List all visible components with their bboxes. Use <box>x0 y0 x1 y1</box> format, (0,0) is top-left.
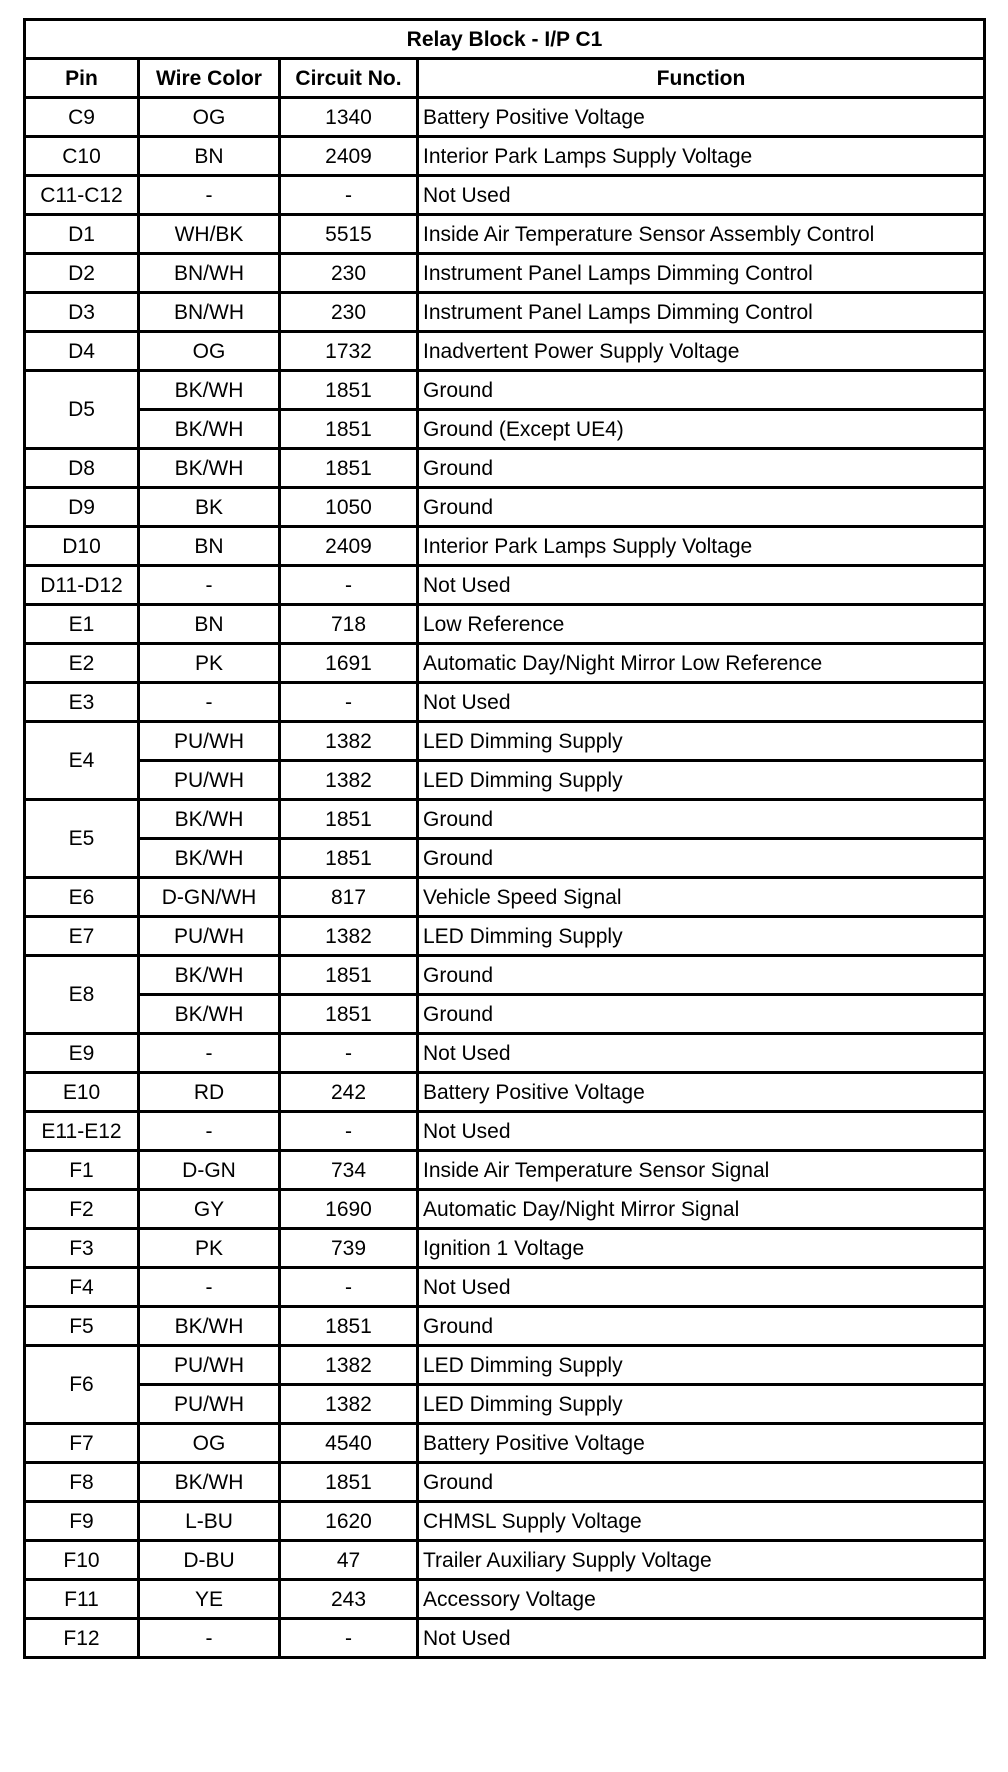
pin-cell: F3 <box>26 1230 140 1269</box>
table-row <box>26 255 986 294</box>
function-cell: Ground <box>419 1464 986 1503</box>
header-pin: Pin <box>26 60 140 99</box>
pin-cell: F10 <box>26 1542 140 1581</box>
pin-cell: D11-D12 <box>26 567 140 606</box>
table-row <box>26 489 986 528</box>
circuit-cell: 1851 <box>281 957 419 996</box>
pin-cell: D8 <box>26 450 140 489</box>
function-cell: LED Dimming Supply <box>419 1386 986 1425</box>
pin-cell: F12 <box>26 1620 140 1659</box>
pin-cell: E2 <box>26 645 140 684</box>
function-cell: Instrument Panel Lamps Dimming Control <box>419 255 986 294</box>
pin-cell: E11-E12 <box>26 1113 140 1152</box>
function-cell: Not Used <box>419 1113 986 1152</box>
wire-color-cell: OG <box>140 99 281 138</box>
function-cell: LED Dimming Supply <box>419 723 986 762</box>
circuit-cell: 1851 <box>281 1308 419 1347</box>
circuit-cell: 1690 <box>281 1191 419 1230</box>
circuit-cell: - <box>281 567 419 606</box>
header-function: Function <box>419 60 986 99</box>
circuit-cell: 4540 <box>281 1425 419 1464</box>
function-cell: Ground <box>419 450 986 489</box>
wire-color-cell: OG <box>140 333 281 372</box>
circuit-cell: 1382 <box>281 1347 419 1386</box>
wire-color-cell: BN <box>140 528 281 567</box>
table-title-row <box>26 21 986 60</box>
function-cell: Battery Positive Voltage <box>419 99 986 138</box>
connector-pinout-table <box>23 18 986 1659</box>
function-cell: Trailer Auxiliary Supply Voltage <box>419 1542 986 1581</box>
circuit-cell: 1851 <box>281 996 419 1035</box>
function-cell: Inside Air Temperature Sensor Signal <box>419 1152 986 1191</box>
table-row <box>26 333 986 372</box>
wire-color-cell: BK <box>140 489 281 528</box>
wire-color-cell: BK/WH <box>140 957 281 996</box>
wire-color-cell: PK <box>140 1230 281 1269</box>
function-cell: Instrument Panel Lamps Dimming Control <box>419 294 986 333</box>
circuit-cell: 1340 <box>281 99 419 138</box>
wire-color-cell: BK/WH <box>140 801 281 840</box>
wire-color-cell: PU/WH <box>140 762 281 801</box>
wire-color-cell: - <box>140 1113 281 1152</box>
table-row <box>26 450 986 489</box>
circuit-cell: 1691 <box>281 645 419 684</box>
pin-cell: D10 <box>26 528 140 567</box>
function-cell: Battery Positive Voltage <box>419 1425 986 1464</box>
pin-cell: E5 <box>26 801 140 879</box>
circuit-cell: 1382 <box>281 723 419 762</box>
function-cell: Ground <box>419 489 986 528</box>
table-row <box>26 1074 986 1113</box>
function-cell: Ground <box>419 957 986 996</box>
header-wire-color: Wire Color <box>140 60 281 99</box>
table-header-row <box>26 60 986 99</box>
circuit-cell: 2409 <box>281 138 419 177</box>
table-row <box>26 99 986 138</box>
circuit-cell: 5515 <box>281 216 419 255</box>
function-cell: Not Used <box>419 684 986 723</box>
header-circuit: Circuit No. <box>281 60 419 99</box>
wire-color-cell: BK/WH <box>140 1308 281 1347</box>
table-row <box>26 645 986 684</box>
pin-cell: E3 <box>26 684 140 723</box>
circuit-cell: - <box>281 177 419 216</box>
table-row <box>26 723 986 762</box>
function-cell: Automatic Day/Night Mirror Low Reference <box>419 645 986 684</box>
pin-cell: E9 <box>26 1035 140 1074</box>
table-row <box>26 879 986 918</box>
wire-color-cell: D-GN <box>140 1152 281 1191</box>
circuit-cell: 817 <box>281 879 419 918</box>
wire-color-cell: BN/WH <box>140 255 281 294</box>
table-row <box>26 996 986 1035</box>
function-cell: Automatic Day/Night Mirror Signal <box>419 1191 986 1230</box>
table-row <box>26 840 986 879</box>
function-cell: Ground <box>419 840 986 879</box>
pin-cell: C10 <box>26 138 140 177</box>
circuit-cell: 1382 <box>281 762 419 801</box>
circuit-cell: 47 <box>281 1542 419 1581</box>
pin-cell: C11-C12 <box>26 177 140 216</box>
wire-color-cell: - <box>140 684 281 723</box>
circuit-cell: 1851 <box>281 372 419 411</box>
wire-color-cell: L-BU <box>140 1503 281 1542</box>
function-cell: Ground <box>419 372 986 411</box>
table-row <box>26 1386 986 1425</box>
pin-cell: D9 <box>26 489 140 528</box>
table-row <box>26 1230 986 1269</box>
table-row <box>26 1347 986 1386</box>
circuit-cell: 734 <box>281 1152 419 1191</box>
function-cell: Low Reference <box>419 606 986 645</box>
circuit-cell: 718 <box>281 606 419 645</box>
circuit-cell: - <box>281 684 419 723</box>
table-row <box>26 372 986 411</box>
circuit-cell: 1851 <box>281 801 419 840</box>
table-row <box>26 1113 986 1152</box>
table-row <box>26 1620 986 1659</box>
table-row <box>26 918 986 957</box>
table-row <box>26 606 986 645</box>
table-body <box>26 99 986 1659</box>
pin-cell: D1 <box>26 216 140 255</box>
pin-cell: C9 <box>26 99 140 138</box>
wire-color-cell: PU/WH <box>140 1386 281 1425</box>
circuit-cell: 1851 <box>281 840 419 879</box>
circuit-cell: 1851 <box>281 1464 419 1503</box>
pin-cell: F7 <box>26 1425 140 1464</box>
table-row <box>26 762 986 801</box>
circuit-cell: 1851 <box>281 411 419 450</box>
wire-color-cell: BN <box>140 138 281 177</box>
wire-color-cell: BK/WH <box>140 996 281 1035</box>
circuit-cell: 739 <box>281 1230 419 1269</box>
function-cell: CHMSL Supply Voltage <box>419 1503 986 1542</box>
table-row <box>26 411 986 450</box>
table-row <box>26 1503 986 1542</box>
table-row <box>26 1308 986 1347</box>
pin-cell: E7 <box>26 918 140 957</box>
function-cell: Interior Park Lamps Supply Voltage <box>419 138 986 177</box>
table-row <box>26 177 986 216</box>
pin-cell: E4 <box>26 723 140 801</box>
function-cell: Ground <box>419 801 986 840</box>
circuit-cell: 1851 <box>281 450 419 489</box>
pin-cell: D4 <box>26 333 140 372</box>
wire-color-cell: PU/WH <box>140 1347 281 1386</box>
table-row <box>26 1035 986 1074</box>
pin-cell: E6 <box>26 879 140 918</box>
circuit-cell: 1382 <box>281 918 419 957</box>
pin-cell: F4 <box>26 1269 140 1308</box>
table-row <box>26 216 986 255</box>
wire-color-cell: OG <box>140 1425 281 1464</box>
wire-color-cell: BK/WH <box>140 450 281 489</box>
function-cell: Vehicle Speed Signal <box>419 879 986 918</box>
circuit-cell: - <box>281 1113 419 1152</box>
wire-color-cell: BN <box>140 606 281 645</box>
function-cell: Interior Park Lamps Supply Voltage <box>419 528 986 567</box>
wire-color-cell: RD <box>140 1074 281 1113</box>
circuit-cell: - <box>281 1620 419 1659</box>
wire-color-cell: D-GN/WH <box>140 879 281 918</box>
function-cell: Not Used <box>419 1035 986 1074</box>
wire-color-cell: WH/BK <box>140 216 281 255</box>
circuit-cell: 242 <box>281 1074 419 1113</box>
table-row <box>26 1581 986 1620</box>
circuit-cell: 230 <box>281 294 419 333</box>
circuit-cell: 1382 <box>281 1386 419 1425</box>
function-cell: LED Dimming Supply <box>419 1347 986 1386</box>
function-cell: LED Dimming Supply <box>419 762 986 801</box>
function-cell: Ignition 1 Voltage <box>419 1230 986 1269</box>
function-cell: Not Used <box>419 177 986 216</box>
circuit-cell: 1620 <box>281 1503 419 1542</box>
wire-color-cell: YE <box>140 1581 281 1620</box>
pin-cell: F5 <box>26 1308 140 1347</box>
circuit-cell: 2409 <box>281 528 419 567</box>
pin-cell: F11 <box>26 1581 140 1620</box>
function-cell: Not Used <box>419 567 986 606</box>
table-row <box>26 138 986 177</box>
function-cell: Not Used <box>419 1269 986 1308</box>
table-row <box>26 1269 986 1308</box>
wire-color-cell: - <box>140 1035 281 1074</box>
table-row <box>26 684 986 723</box>
circuit-cell: 243 <box>281 1581 419 1620</box>
function-cell: Inadvertent Power Supply Voltage <box>419 333 986 372</box>
function-cell: Inside Air Temperature Sensor Assembly Control <box>419 216 986 255</box>
wire-color-cell: - <box>140 1620 281 1659</box>
wire-color-cell: BK/WH <box>140 1464 281 1503</box>
function-cell: Battery Positive Voltage <box>419 1074 986 1113</box>
pin-cell: D5 <box>26 372 140 450</box>
wire-color-cell: - <box>140 567 281 606</box>
table-row <box>26 801 986 840</box>
function-cell: Ground <box>419 1308 986 1347</box>
function-cell: Accessory Voltage <box>419 1581 986 1620</box>
table-title: Relay Block - I/P C1 <box>26 21 986 60</box>
circuit-cell: 1732 <box>281 333 419 372</box>
pin-cell: D2 <box>26 255 140 294</box>
pin-cell: F9 <box>26 1503 140 1542</box>
wire-color-cell: PU/WH <box>140 918 281 957</box>
table-row <box>26 1425 986 1464</box>
table-row <box>26 1152 986 1191</box>
wire-color-cell: BK/WH <box>140 840 281 879</box>
wire-color-cell: BK/WH <box>140 372 281 411</box>
pin-cell: F8 <box>26 1464 140 1503</box>
circuit-cell: 230 <box>281 255 419 294</box>
table-row <box>26 567 986 606</box>
wire-color-cell: D-BU <box>140 1542 281 1581</box>
pin-cell: F2 <box>26 1191 140 1230</box>
pin-cell: F1 <box>26 1152 140 1191</box>
function-cell: LED Dimming Supply <box>419 918 986 957</box>
function-cell: Ground (Except UE4) <box>419 411 986 450</box>
table-row <box>26 1191 986 1230</box>
pin-cell: E10 <box>26 1074 140 1113</box>
wire-color-cell: PK <box>140 645 281 684</box>
table-row <box>26 1542 986 1581</box>
wire-color-cell: GY <box>140 1191 281 1230</box>
pin-cell: E8 <box>26 957 140 1035</box>
wire-color-cell: - <box>140 1269 281 1308</box>
pin-cell: F6 <box>26 1347 140 1425</box>
function-cell: Not Used <box>419 1620 986 1659</box>
wire-color-cell: - <box>140 177 281 216</box>
circuit-cell: - <box>281 1269 419 1308</box>
wire-color-cell: PU/WH <box>140 723 281 762</box>
circuit-cell: - <box>281 1035 419 1074</box>
table-row <box>26 957 986 996</box>
pin-cell: D3 <box>26 294 140 333</box>
wire-color-cell: BN/WH <box>140 294 281 333</box>
pin-cell: E1 <box>26 606 140 645</box>
table-row <box>26 528 986 567</box>
circuit-cell: 1050 <box>281 489 419 528</box>
wire-color-cell: BK/WH <box>140 411 281 450</box>
function-cell: Ground <box>419 996 986 1035</box>
table-row <box>26 1464 986 1503</box>
table-row <box>26 294 986 333</box>
